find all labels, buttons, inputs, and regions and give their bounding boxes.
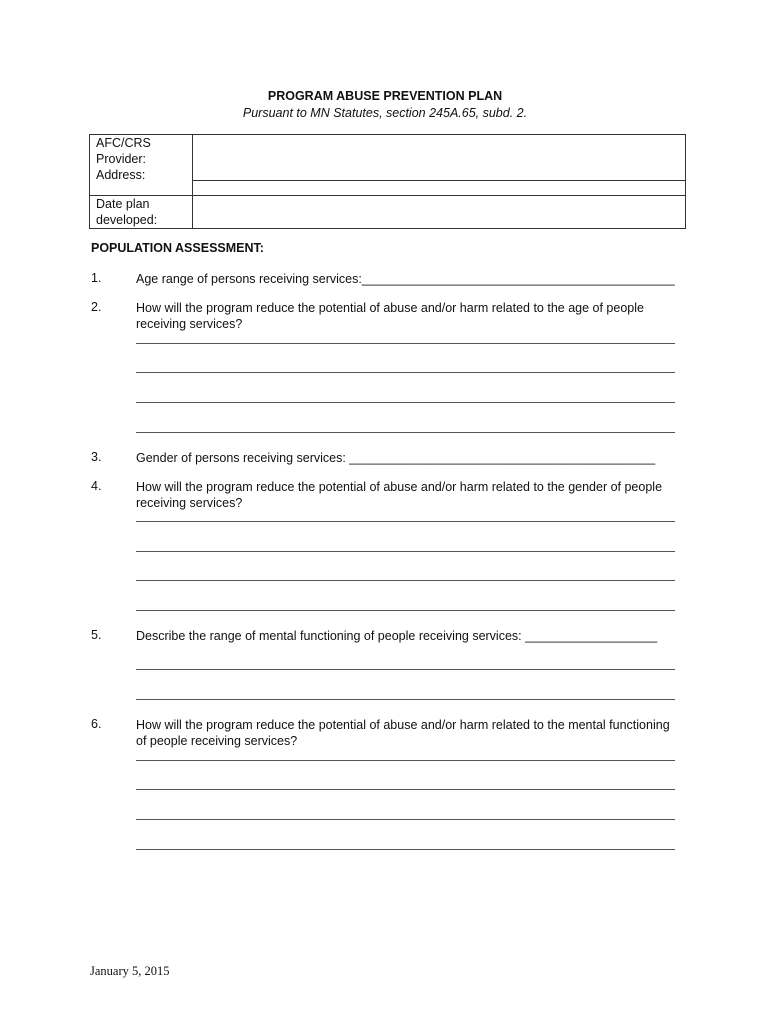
question-number: 3. — [91, 450, 102, 464]
answer-line[interactable] — [136, 669, 675, 670]
question-number: 4. — [91, 479, 102, 493]
provider-field[interactable] — [193, 135, 686, 181]
question-text: How will the program reduce the potential of abuse and/or harm related to the mental functioning of people receiving services? — [136, 718, 670, 748]
answer-line[interactable] — [136, 372, 675, 373]
answer-line[interactable] — [136, 551, 675, 552]
section-title: POPULATION ASSESSMENT: — [91, 241, 264, 255]
question-text: How will the program reduce the potential of abuse and/or harm related to the gender of people receiving services? — [136, 480, 663, 510]
question-text: Gender of persons receiving services: ____________________________________________ — [136, 451, 656, 465]
answer-line[interactable] — [136, 580, 675, 581]
document-subtitle: Pursuant to MN Statutes, section 245A.65, subd. 2. — [242, 106, 528, 120]
answer-line[interactable] — [136, 521, 675, 522]
provider-info-table — [89, 134, 686, 229]
provider-address-label-cell — [90, 135, 193, 196]
answer-line[interactable] — [136, 432, 675, 433]
answer-line[interactable] — [136, 699, 675, 700]
question-text: How will the program reduce the potential of abuse and/or harm related to the age of people receiving services? — [136, 301, 644, 331]
answer-line[interactable] — [136, 789, 675, 790]
answer-line[interactable] — [136, 760, 675, 761]
date-plan-field[interactable] — [193, 196, 686, 229]
question-text: Age range of persons receiving services:_____________________________________________ — [136, 272, 675, 286]
question-number: 2. — [91, 300, 102, 314]
question-number: 6. — [91, 717, 102, 731]
answer-line[interactable] — [136, 402, 675, 403]
answer-line[interactable] — [136, 819, 675, 820]
question-number: 5. — [91, 628, 102, 642]
answer-line[interactable] — [136, 610, 675, 611]
footer-date: January 5, 2015 — [90, 964, 170, 978]
question-text: Describe the range of mental functioning of people receiving services: ___________________ — [136, 629, 658, 643]
provider-label: AFC/CRS Provider: — [96, 136, 151, 166]
date-plan-label-cell — [90, 196, 193, 229]
answer-line[interactable] — [136, 849, 675, 850]
answer-line[interactable] — [136, 343, 675, 344]
document-title: PROGRAM ABUSE PREVENTION PLAN — [267, 89, 503, 103]
address-label: Address: — [96, 168, 146, 182]
question-number: 1. — [91, 271, 102, 285]
address-field[interactable] — [193, 181, 686, 196]
date-plan-label: Date plan developed: — [96, 197, 158, 227]
